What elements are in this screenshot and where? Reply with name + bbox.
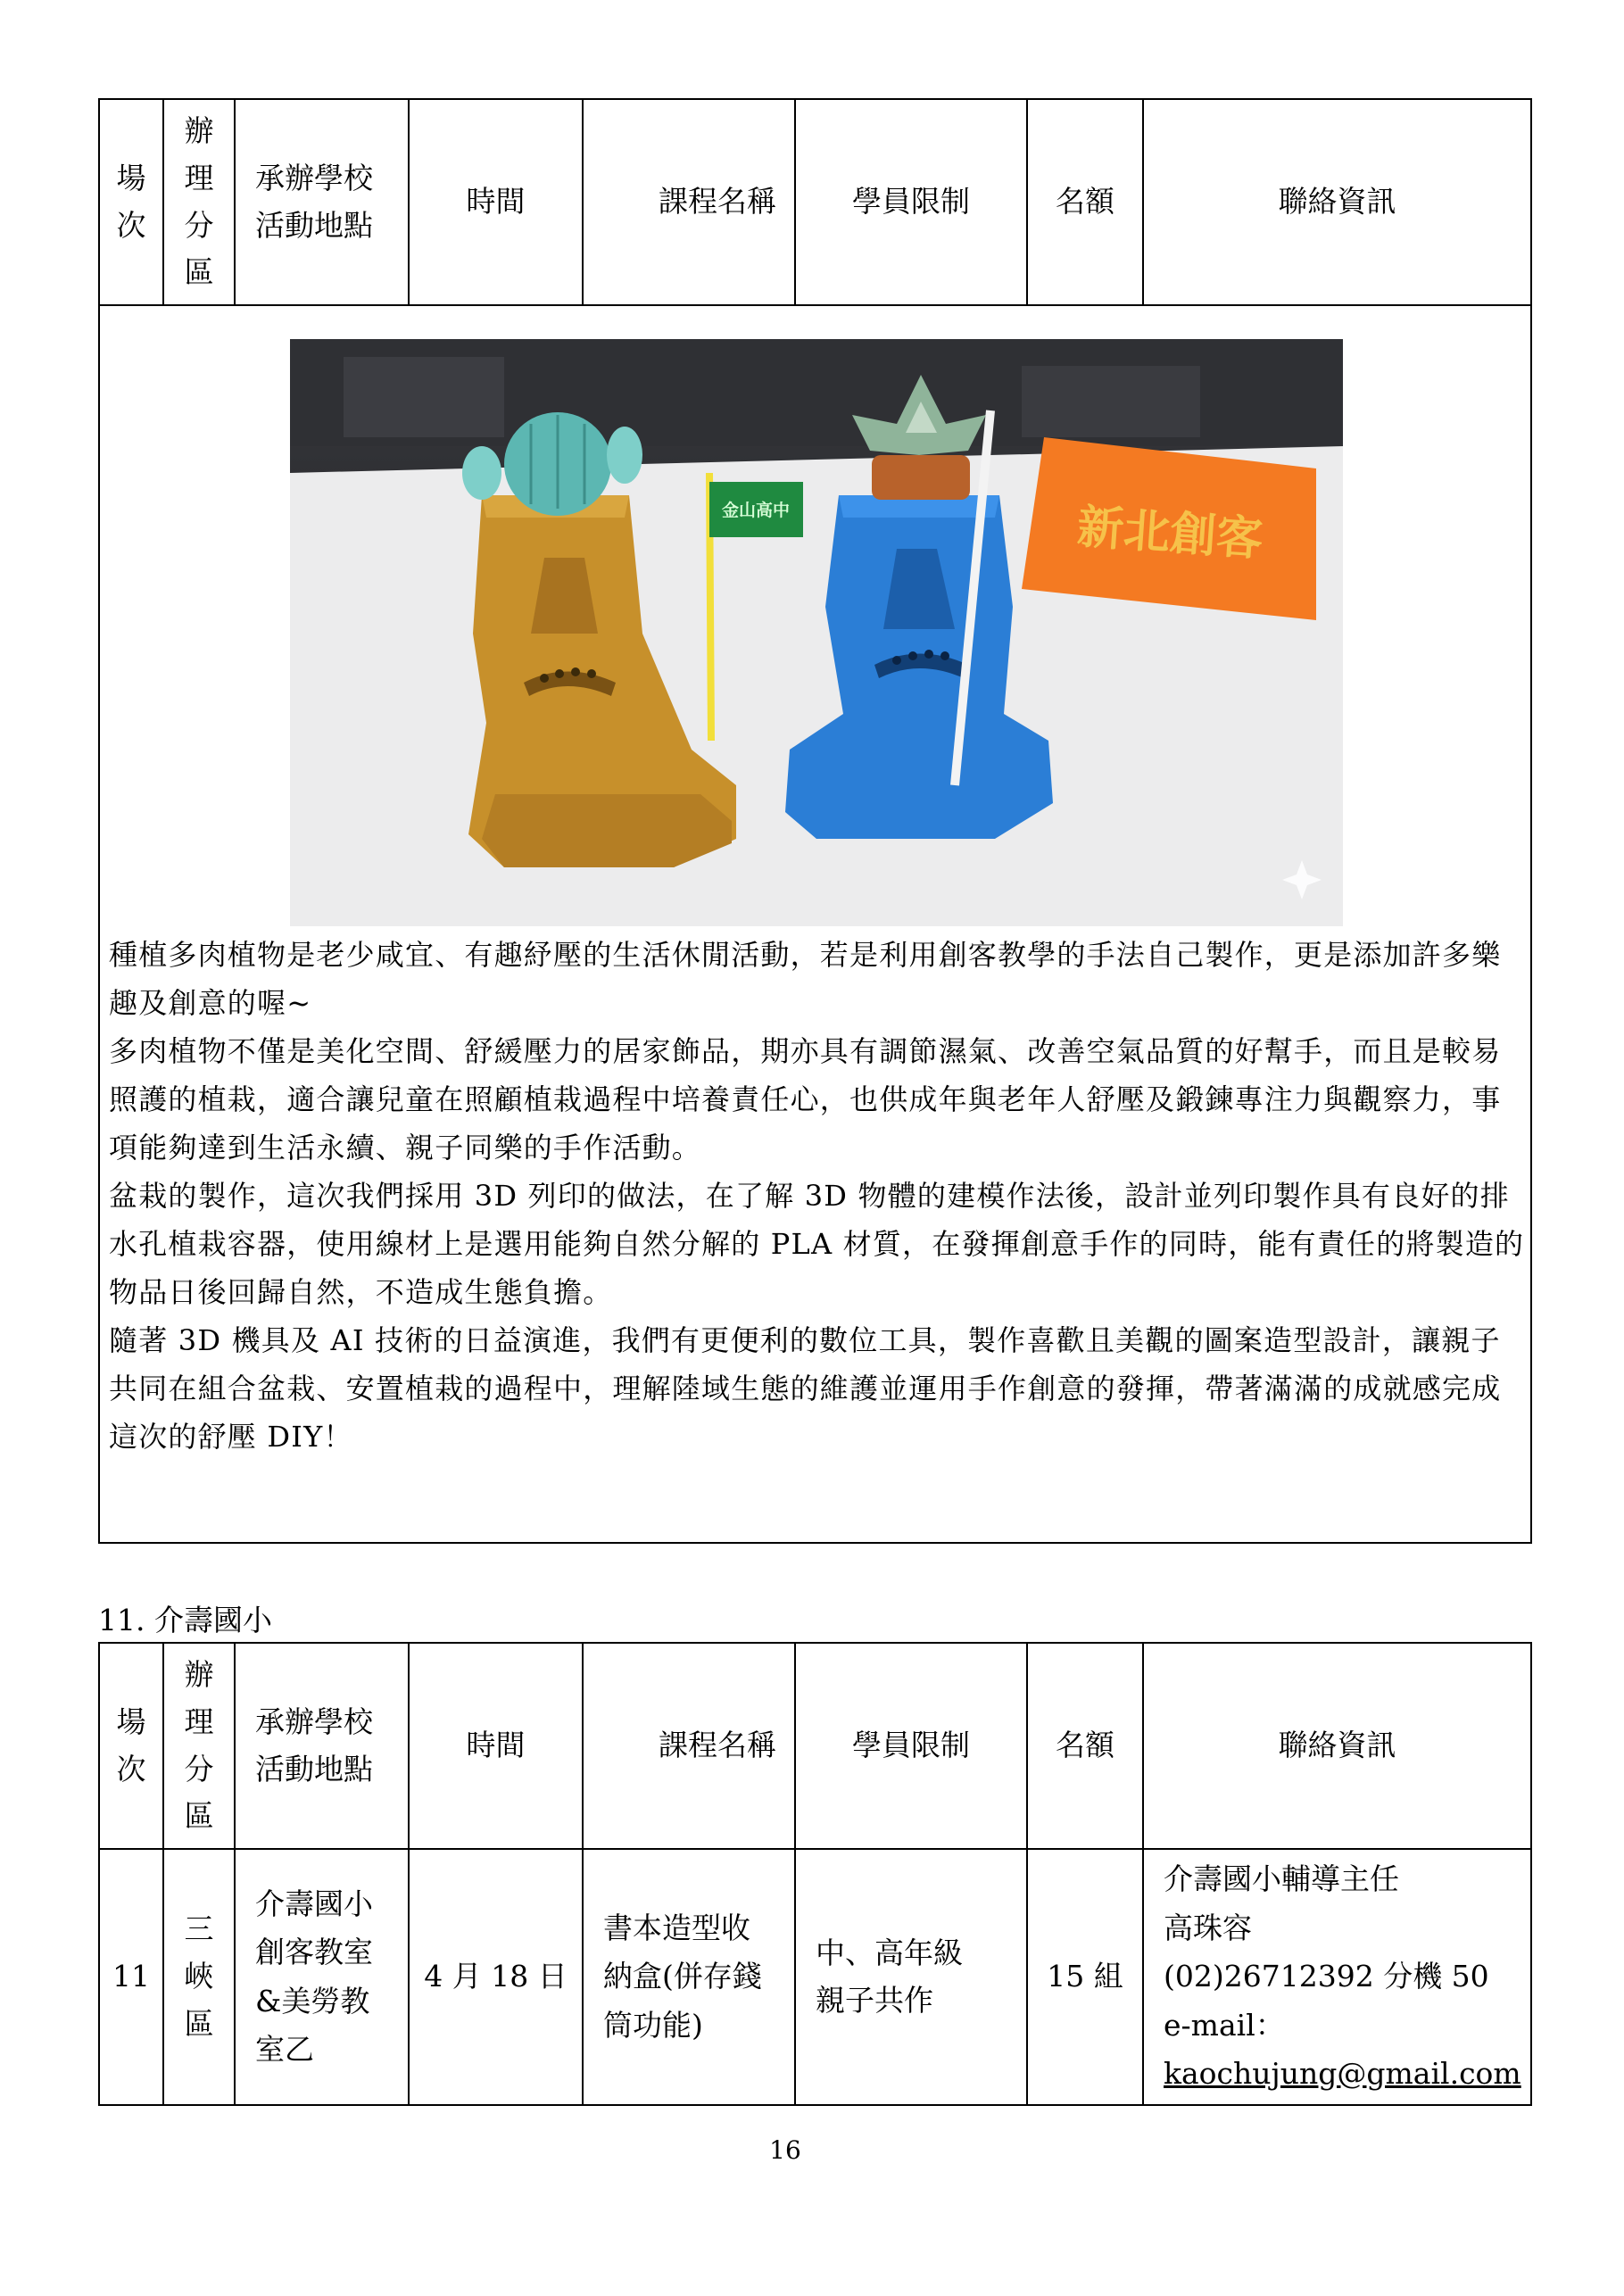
- header-quota: 名額: [1027, 99, 1143, 305]
- header-school: 承辦學校 活動地點: [235, 1643, 409, 1849]
- page-number: 16: [769, 2135, 801, 2165]
- course-description-cell: [99, 305, 1531, 1543]
- contact-info: 介壽國小輔導主任 高珠容 (02)26712392 分機 50 e-mail： kaochujung@gmail.com: [1143, 1849, 1531, 2105]
- table-header-row: [99, 99, 1531, 305]
- school-location: 介壽國小 創客教室 &美勞教 室乙: [235, 1849, 409, 2105]
- green-flag-label: 金山高中: [721, 501, 791, 520]
- orange-flag-label: 新北創客: [1075, 500, 1265, 568]
- header-district: 辦 理 分 區: [163, 1643, 235, 1849]
- eligibility: 中、高年級 親子共作: [795, 1849, 1027, 2105]
- date: 4 月 18 日: [409, 1849, 583, 2105]
- header-quota: 名額: [1027, 1643, 1143, 1849]
- header-school: 承辦學校 活動地點: [235, 99, 409, 305]
- course-photo: [290, 339, 1343, 926]
- paragraph: 隨著 3D 機具及 AI 技術的日益演進，我們有更便利的數位工具，製作喜歡且美觀的圖案造型設計，讓親子共同在組合盆栽、安置植栽的過程中，理解陸域生態的維護並運用手作創意的發揮，帶著滿滿的成就感完成這次的舒壓 DIY！: [109, 1323, 1502, 1454]
- district: 三 峽 區: [163, 1849, 235, 2105]
- paragraph: 盆栽的製作，這次我們採用 3D 列印的做法，在了解 3D 物體的建模作法後，設計並列印製作具有良好的排水孔植栽容器，使用線材上是選用能夠自然分解的 PLA 材質，在發揮創意手作的同時，能有責任的將製造的物品日後回歸自然，不造成生態負擔。: [109, 1179, 1525, 1309]
- header-course: 課程名稱: [583, 99, 795, 305]
- header-contact: 聯絡資訊: [1143, 1643, 1531, 1849]
- header-eligibility: 學員限制: [795, 1643, 1027, 1849]
- header-course: 課程名稱: [583, 1643, 795, 1849]
- course-description: [109, 931, 1528, 1461]
- header-session: 場 次: [99, 99, 163, 305]
- quota: 15 組: [1027, 1849, 1143, 2105]
- course-table-continued: [98, 98, 1532, 1544]
- header-time: 時間: [409, 1643, 583, 1849]
- course-name: 書本造型收 納盒(併存錢 筒功能): [583, 1849, 795, 2105]
- email-link[interactable]: kaochujung@gmail.com: [1164, 2056, 1521, 2092]
- header-time: 時間: [409, 99, 583, 305]
- header-eligibility: 學員限制: [795, 99, 1027, 305]
- session-number: 11: [99, 1849, 163, 2105]
- header-district: 辦 理 分 區: [163, 99, 235, 305]
- header-contact: 聯絡資訊: [1143, 99, 1531, 305]
- paragraph: 種植多肉植物是老少咸宜、有趣紓壓的生活休閒活動，若是利用創客教學的手法自己製作，更是添加許多樂趣及創意的喔~: [109, 938, 1502, 1020]
- header-session: 場 次: [99, 1643, 163, 1849]
- table-row: [99, 1849, 1531, 2105]
- table-header-row: [99, 1643, 1531, 1849]
- section-title: 11. 介壽國小: [98, 1603, 272, 1637]
- course-table-section-11: [98, 1642, 1532, 2106]
- paragraph: 多肉植物不僅是美化空間、舒緩壓力的居家飾品，期亦具有調節濕氣、改善空氣品質的好幫手，而且是較易照護的植栽，適合讓兒童在照顧植栽過程中培養責任心，也供成年與老年人舒壓及鍛鍊專注力與觀察力，事項能夠達到生活永續、親子同樂的手作活動。: [109, 1034, 1502, 1165]
